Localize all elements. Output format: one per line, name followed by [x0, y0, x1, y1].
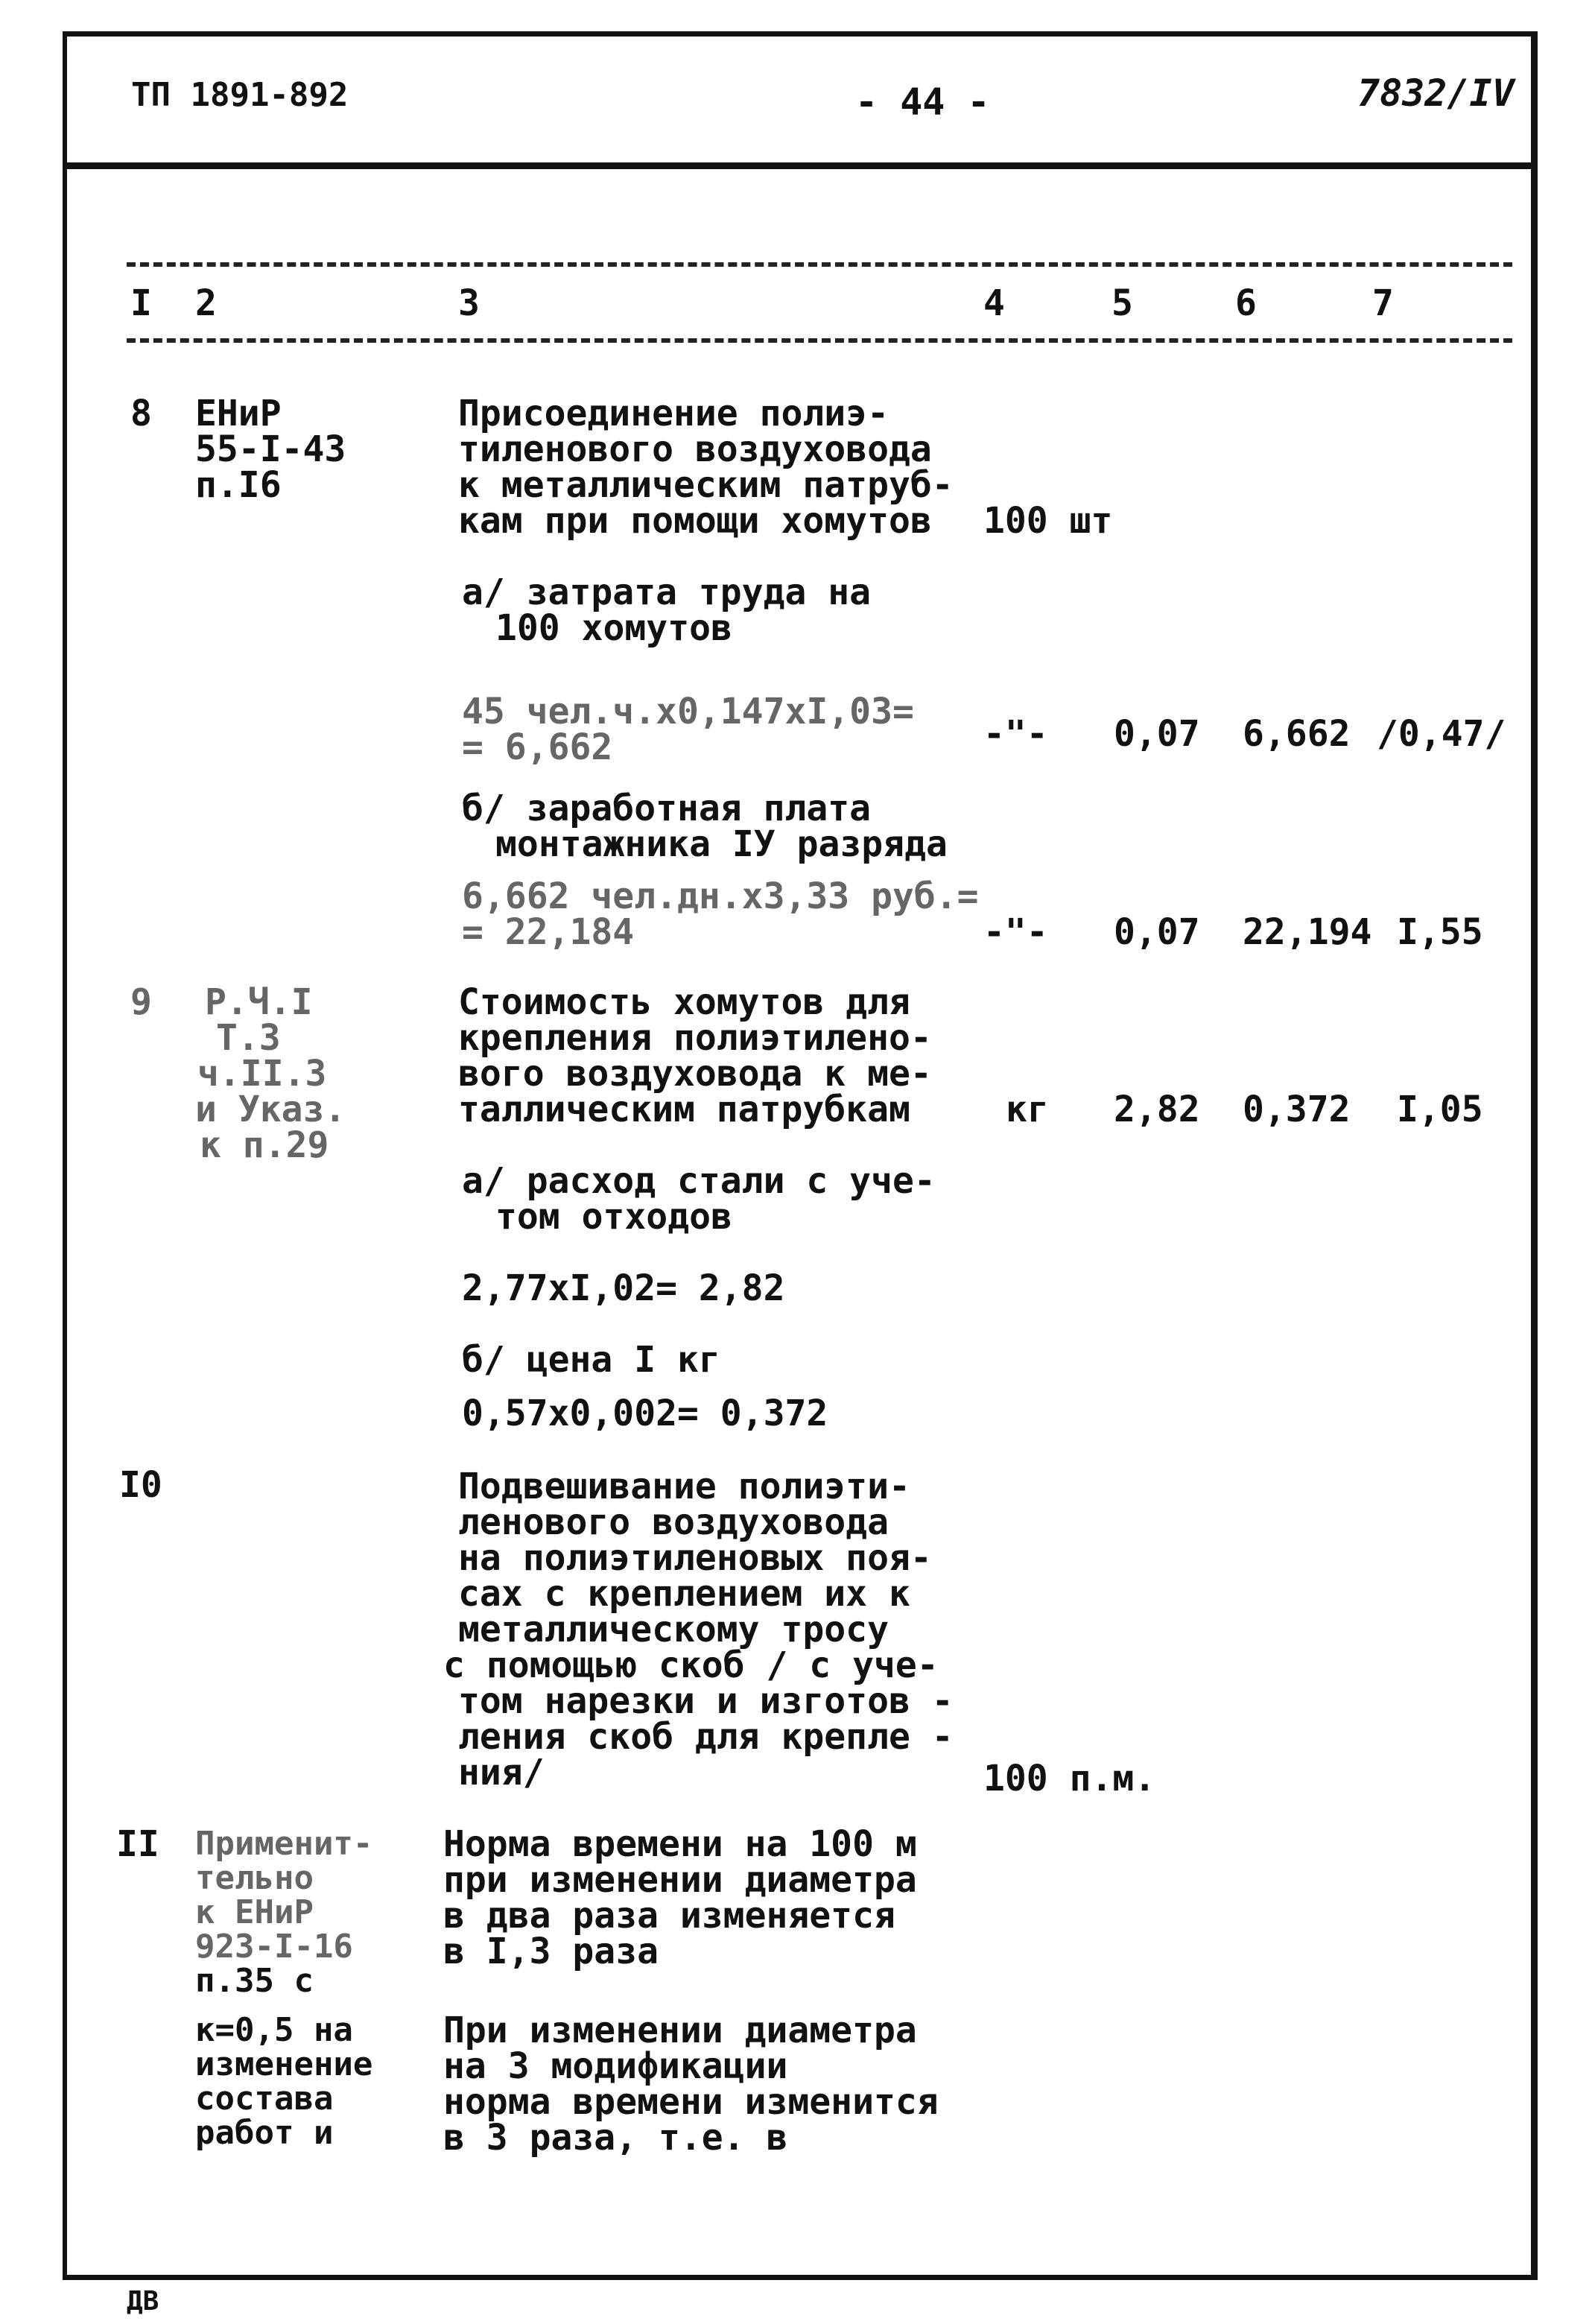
reference: состава — [195, 2080, 334, 2118]
description: ленового воздуховода — [458, 1501, 889, 1543]
description: в два раза изменяется — [443, 1895, 895, 1937]
norm-value: 6,662 — [1243, 713, 1351, 755]
description: Присоединение полиэ- — [458, 393, 889, 434]
col-header-2: 2 — [195, 282, 217, 324]
unit: 100 п.м. — [983, 1758, 1156, 1799]
col-header-7: 7 — [1372, 282, 1394, 324]
unit: -"- — [983, 713, 1048, 755]
col-header-1: I — [130, 282, 152, 324]
reference: работ и — [195, 2114, 334, 2152]
description: в 3 раза, т.е. в — [443, 2117, 788, 2159]
reference: Р.Ч.I — [205, 981, 313, 1023]
formula: 2,77хI,02= 2,82 — [462, 1267, 785, 1309]
description: металлическому тросу — [458, 1609, 889, 1650]
reference: п.I6 — [195, 464, 282, 506]
description: том нарезки и изготов - — [458, 1680, 954, 1722]
description: к металлическим патруб- — [458, 464, 954, 506]
total-value: /0,47/ — [1377, 713, 1506, 755]
reference: к=0,5 на — [195, 2011, 353, 2049]
reference: Применит- — [195, 1825, 373, 1863]
description: При изменении диаметра — [443, 2010, 917, 2051]
description: Норма времени на 100 м — [443, 1823, 917, 1865]
total-value: I,05 — [1397, 1089, 1483, 1130]
description: тиленового воздуховода — [458, 428, 932, 470]
sub-item-label: а/ затрата труда на — [462, 571, 872, 613]
sub-item-label: том отходов — [495, 1196, 732, 1238]
col-header-3: 3 — [458, 282, 480, 324]
sheet-number: 7832/IV — [1357, 72, 1515, 115]
description: в I,3 раза — [443, 1931, 659, 1972]
header-rule — [63, 162, 1538, 169]
reference: к п.29 — [200, 1124, 329, 1166]
quantity: 2,82 — [1114, 1089, 1200, 1130]
norm-value: 22,194 — [1243, 911, 1372, 953]
description: норма времени изменится — [443, 2081, 939, 2123]
row-number: 9 — [130, 981, 152, 1023]
col-header-5: 5 — [1111, 282, 1133, 324]
description: ния/ — [458, 1752, 545, 1793]
sub-item-label: 100 хомутов — [495, 607, 732, 649]
quantity: 0,07 — [1114, 911, 1200, 953]
description: кам при помощи хомутов — [458, 500, 932, 542]
sub-item-label: б/ цена I кг — [462, 1339, 720, 1381]
row-number: II — [116, 1823, 159, 1865]
sub-item-label: монтажника IУ разряда — [495, 823, 948, 865]
unit: -"- — [983, 911, 1048, 953]
reference: к ЕНиР — [195, 1893, 314, 1931]
description: на 3 модификации — [443, 2045, 788, 2087]
col-header-6: 6 — [1235, 282, 1257, 324]
unit: 100 шт — [983, 500, 1113, 542]
footer-mark: ДВ — [127, 2286, 159, 2317]
description: таллическим патрубкам — [458, 1089, 910, 1130]
reference: 923-I-16 — [195, 1928, 353, 1966]
description: на полиэтиленовых поя- — [458, 1537, 932, 1579]
quantity: 0,07 — [1114, 713, 1200, 755]
total-value: I,55 — [1397, 911, 1483, 953]
table-top-rule — [127, 262, 1512, 267]
description: ления скоб для крепле - — [458, 1716, 954, 1758]
formula: 45 чел.ч.х0,147хI,03= — [462, 691, 914, 732]
formula: = 6,662 — [462, 726, 613, 768]
description: крепления полиэтилено- — [458, 1017, 932, 1059]
reference: ЕНиР — [195, 393, 282, 434]
description: Стоимость хомутов для — [458, 981, 910, 1023]
description: сах с креплением их к — [458, 1573, 910, 1615]
reference: изменение — [195, 2045, 373, 2083]
reference: ч.II.3 — [197, 1053, 327, 1095]
reference: п.35 с — [195, 1962, 314, 2000]
sub-item-label: а/ расход стали с уче- — [462, 1160, 936, 1202]
reference: и Указ. — [195, 1089, 346, 1130]
page-number: - 44 - — [855, 80, 990, 124]
description: Подвешивание полиэти- — [458, 1466, 910, 1507]
table-header-rule — [127, 338, 1512, 343]
description: вого воздуховода к ме- — [458, 1053, 932, 1095]
norm-value: 0,372 — [1243, 1089, 1351, 1130]
reference: Т.3 — [216, 1017, 281, 1059]
formula: 0,57х0,002= 0,372 — [462, 1393, 828, 1434]
description: при изменении диаметра — [443, 1859, 917, 1901]
formula: 6,662 чел.дн.х3,33 руб.= — [462, 876, 979, 917]
reference: 55-I-43 — [195, 428, 346, 470]
reference: тельно — [195, 1859, 314, 1897]
formula: = 22,184 — [462, 911, 635, 953]
description: с помощью скоб / с уче- — [443, 1644, 939, 1686]
row-number: I0 — [119, 1464, 162, 1506]
document-code: ТП 1891-892 — [131, 76, 349, 114]
col-header-4: 4 — [983, 282, 1005, 324]
row-number: 8 — [130, 393, 152, 434]
unit: кг — [1006, 1089, 1049, 1130]
sub-item-label: б/ заработная плата — [462, 788, 872, 829]
